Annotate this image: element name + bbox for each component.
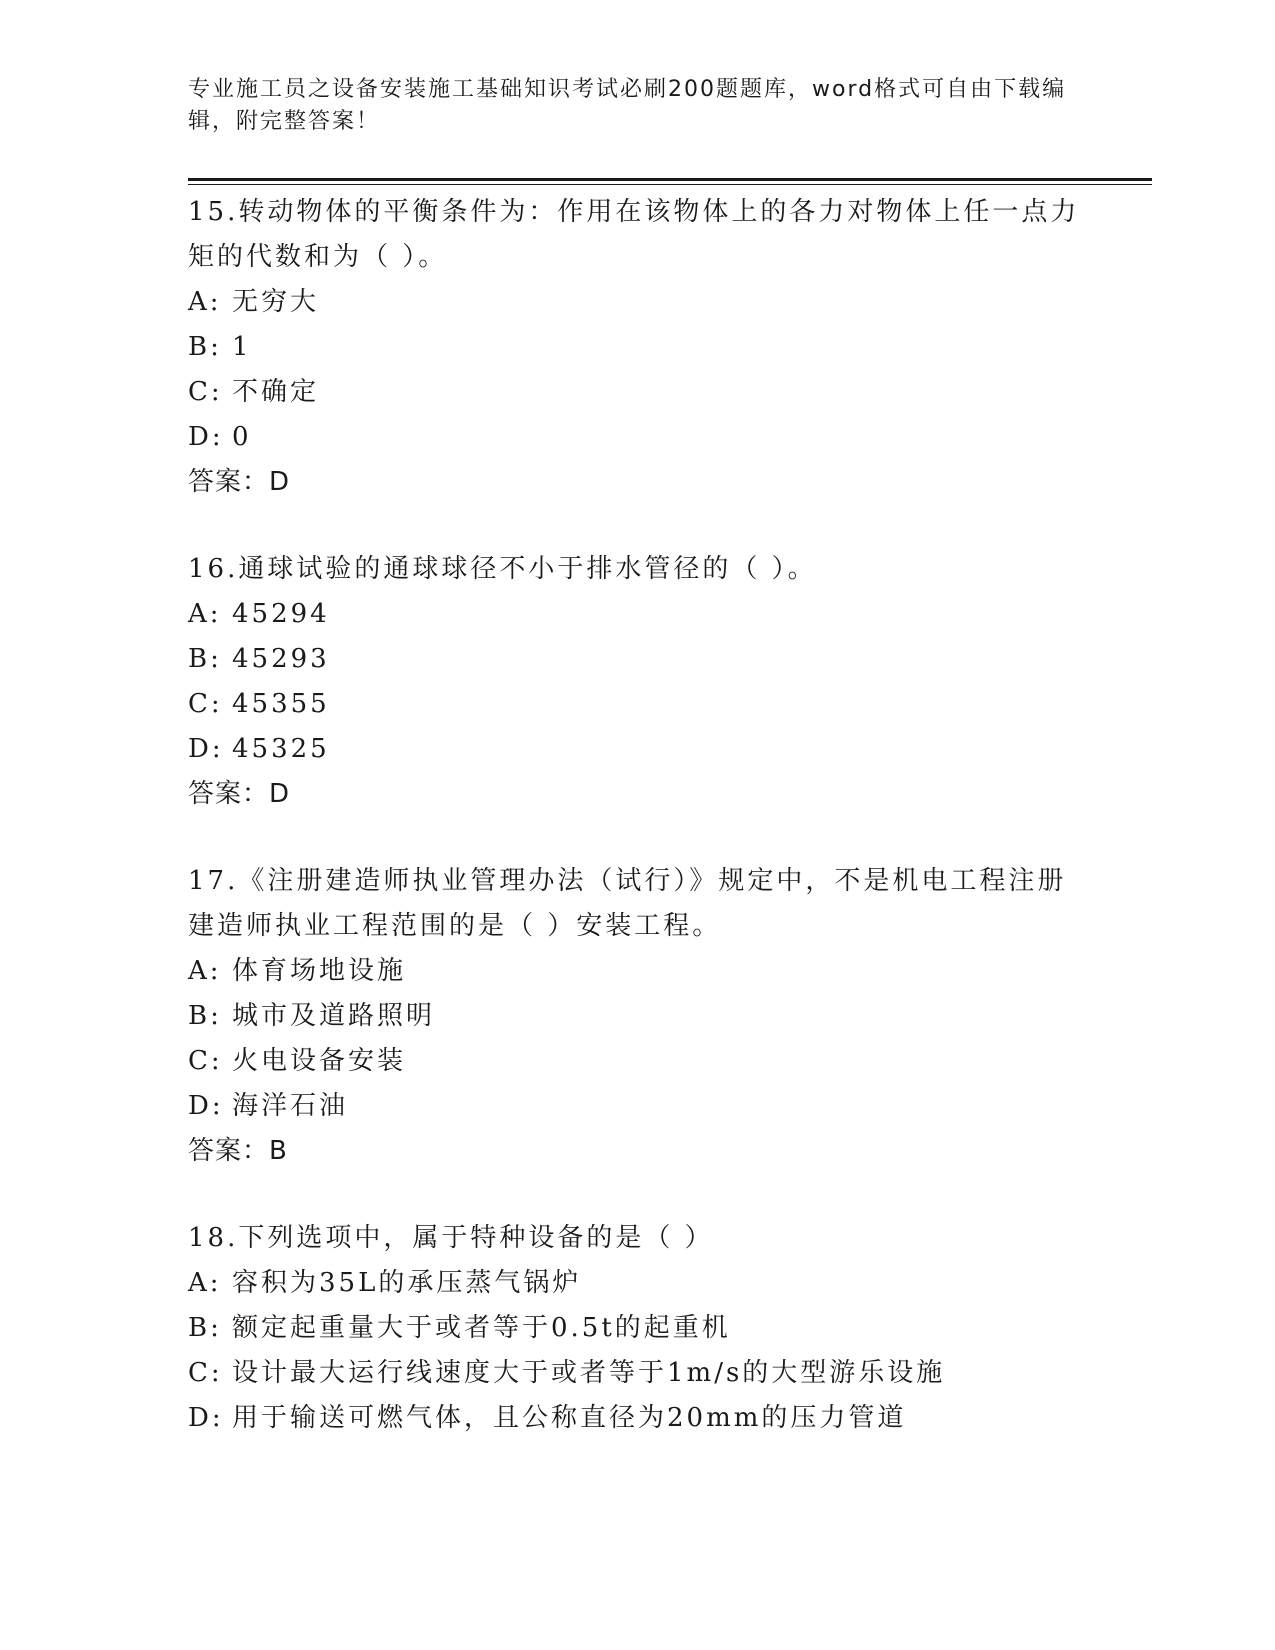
- option-letter: C:: [188, 1046, 223, 1076]
- option-text: 体育场地设施: [232, 956, 407, 986]
- option-c: [188, 1039, 1088, 1084]
- option-letter: A:: [188, 956, 222, 986]
- option-d: [188, 1084, 1088, 1129]
- header-rule-thin: [188, 184, 1152, 185]
- option-text: 用于输送可燃气体，且公称直径为20mm的压力管道: [232, 1403, 907, 1433]
- option-b: [188, 1306, 1088, 1351]
- question-stem: 18.下列选项中，属于特种设备的是（ ）: [188, 1223, 714, 1253]
- option-text: 45293: [232, 644, 330, 674]
- option-c: [188, 682, 1088, 727]
- option-letter: D:: [188, 1091, 224, 1121]
- option-d: [188, 1396, 1088, 1441]
- option-a: [188, 592, 1088, 637]
- question-15: [188, 190, 1088, 505]
- question-17: [188, 859, 1088, 1174]
- option-a: [188, 280, 1088, 325]
- option-text: 0: [232, 422, 252, 452]
- option-c: [188, 1351, 1088, 1396]
- option-text: 容积为35L的承压蒸气锅炉: [232, 1268, 582, 1298]
- answer-line: 答案：B: [188, 1136, 288, 1166]
- option-letter: C:: [188, 377, 223, 407]
- option-letter: B:: [188, 332, 222, 362]
- option-text: 不确定: [232, 377, 320, 407]
- question-18: [188, 1216, 1088, 1441]
- option-letter: D:: [188, 1403, 224, 1433]
- option-d: [188, 415, 1088, 460]
- option-b: [188, 325, 1088, 370]
- option-text: 城市及道路照明: [232, 1001, 436, 1031]
- option-a: [188, 1261, 1088, 1306]
- answer-line: 答案：D: [188, 467, 291, 497]
- option-d: [188, 727, 1088, 772]
- option-c: [188, 370, 1088, 415]
- question-stem: 16.通球试验的通球球径不小于排水管径的（ ）。: [188, 554, 817, 584]
- option-text: 设计最大运行线速度大于或者等于1m/s的大型游乐设施: [232, 1358, 946, 1388]
- option-letter: B:: [188, 1001, 222, 1031]
- answer-line: 答案：D: [188, 779, 291, 809]
- header-rule-thick: [188, 178, 1152, 181]
- option-text: 额定起重量大于或者等于0.5t的起重机: [232, 1313, 731, 1343]
- option-text: 海洋石油: [232, 1091, 349, 1121]
- option-letter: C:: [188, 689, 223, 719]
- option-text: 无穷大: [232, 287, 320, 317]
- option-text: 45294: [232, 599, 330, 629]
- option-letter: D:: [188, 734, 224, 764]
- option-letter: A:: [188, 287, 222, 317]
- option-text: 火电设备安装: [232, 1046, 407, 1076]
- option-letter: A:: [188, 599, 222, 629]
- question-stem: 15.转动物体的平衡条件为：作用在该物体上的各力对物体上任一点力矩的代数和为（ ）。: [188, 197, 1080, 272]
- document-header: 专业施工员之设备安装施工基础知识考试必刷200题题库，word格式可自由下载编辑，附完整答案！: [188, 77, 1067, 134]
- question-stem: 17.《注册建造师执业管理办法（试行）》规定中，不是机电工程注册建造师执业工程范围的是（ ）安装工程。: [188, 866, 1067, 941]
- option-letter: D:: [188, 422, 224, 452]
- option-text: 1: [232, 332, 252, 362]
- option-letter: B:: [188, 644, 222, 674]
- option-text: 45355: [232, 689, 330, 719]
- question-list: [188, 190, 1088, 1483]
- option-b: [188, 994, 1088, 1039]
- option-a: [188, 949, 1088, 994]
- option-text: 45325: [232, 734, 330, 764]
- option-letter: C:: [188, 1358, 223, 1388]
- question-16: [188, 547, 1088, 817]
- option-letter: A:: [188, 1268, 222, 1298]
- option-letter: B:: [188, 1313, 222, 1343]
- option-b: [188, 637, 1088, 682]
